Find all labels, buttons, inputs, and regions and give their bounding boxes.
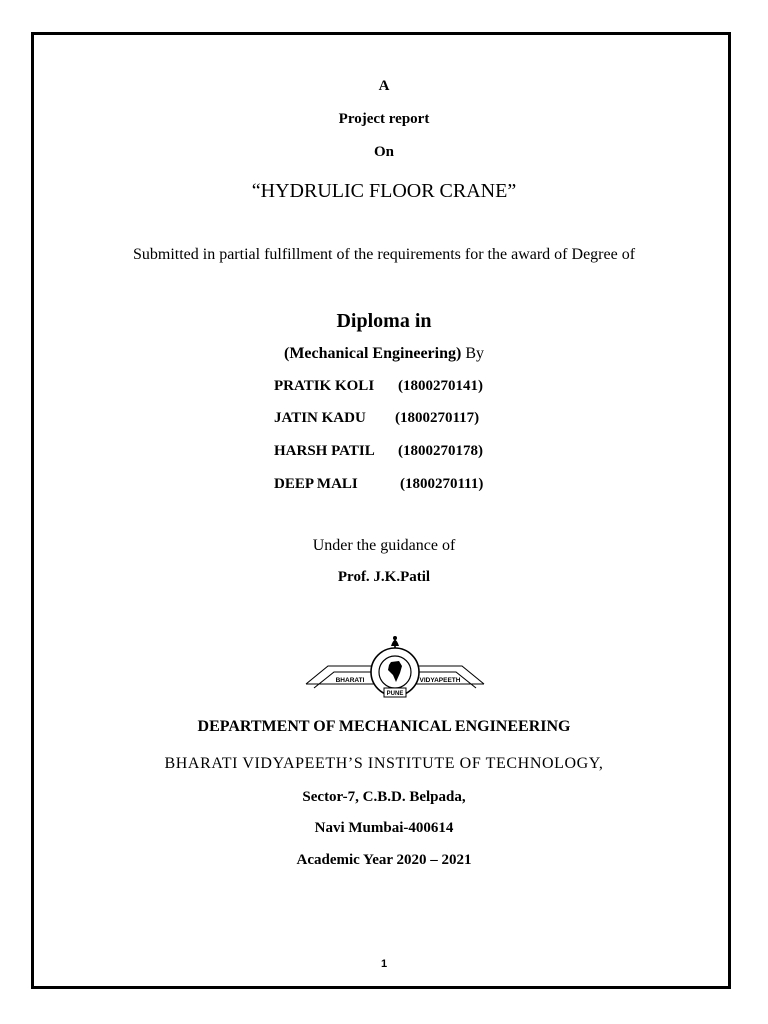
- student-3: [274, 443, 483, 460]
- by-text: By: [461, 345, 484, 362]
- submitted-text: Submitted in partial fulfillment of the requirements for the award of Degree of: [132, 246, 636, 263]
- institute-logo: [300, 632, 490, 706]
- page-border: [31, 32, 731, 989]
- student-id: (1800270117): [395, 410, 480, 426]
- degree-heading: Diploma in: [336, 310, 432, 332]
- flame-icon: [391, 640, 399, 646]
- heading-project-report: Project report: [338, 111, 430, 127]
- institute-name: BHARATI VIDYAPEETH’S INSTITUTE OF TECHNOLOGY,: [164, 755, 604, 772]
- academic-year: Academic Year 2020 – 2021: [296, 852, 472, 868]
- project-title: “HYDRULIC FLOOR CRANE”: [251, 180, 517, 202]
- department: DEPARTMENT OF MECHANICAL ENGINEERING: [197, 718, 571, 735]
- address-line-1: Sector-7, C.B.D. Belpada,: [302, 789, 466, 805]
- student-name: DEEP MALI: [274, 476, 358, 492]
- heading-a: A: [378, 78, 390, 94]
- student-4: [274, 476, 484, 493]
- page-number: 1: [380, 958, 388, 970]
- student-id: (1800270111): [400, 476, 484, 492]
- student-name: PRATIK KOLI: [274, 378, 375, 394]
- student-name: HARSH PATIL: [274, 443, 375, 459]
- branch-line: [0, 345, 768, 363]
- student-1: [274, 378, 483, 395]
- logo-right-text: VIDYAPEETH: [419, 677, 461, 684]
- student-2: [274, 410, 480, 427]
- guide-name: Prof. J.K.Patil: [337, 569, 431, 585]
- student-id: (1800270178): [398, 443, 483, 459]
- student-name: JATIN KADU: [274, 410, 366, 426]
- logo-seal: [371, 636, 419, 697]
- student-id: (1800270141): [398, 378, 483, 394]
- logo-left-text: BHARATI: [335, 677, 365, 684]
- branch-name: (Mechanical Engineering): [284, 345, 462, 362]
- guidance-text: Under the guidance of: [312, 537, 456, 554]
- logo-bottom-text: PUNE: [386, 691, 404, 697]
- heading-on: On: [373, 144, 394, 160]
- address-line-2: Navi Mumbai-400614: [314, 820, 454, 836]
